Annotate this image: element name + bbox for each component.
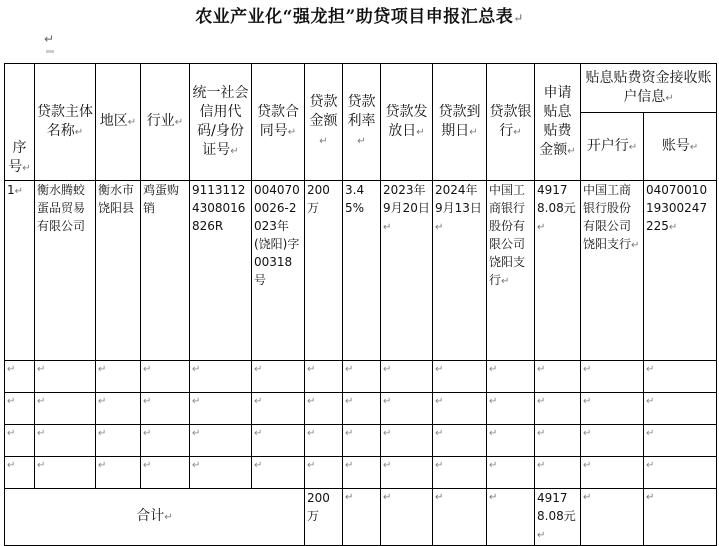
empty-cell <box>305 361 343 393</box>
paragraph-mark-icon: ↵ <box>192 396 201 407</box>
empty-cell <box>141 361 190 393</box>
paragraph-mark-icon: ↵ <box>307 364 316 375</box>
paragraph-mark-icon: ↵ <box>646 460 655 471</box>
empty-cell <box>381 457 433 489</box>
empty-cell <box>190 393 252 425</box>
header-open-bank <box>581 113 644 181</box>
paragraph-mark-icon: ↵ <box>537 222 546 233</box>
total-subsidy-cell <box>535 489 581 546</box>
paragraph-mark-icon: ↵ <box>143 460 152 471</box>
paragraph-mark-icon: ↵ <box>513 126 522 138</box>
empty-cell <box>433 425 487 457</box>
empty-cell <box>35 457 96 489</box>
paragraph-mark-icon: ↵ <box>307 396 316 407</box>
header-credit-code-text: 统一社会信用代码/身份证号 <box>192 84 249 158</box>
cell-due-date <box>433 181 487 361</box>
header-borrower <box>35 64 96 181</box>
paragraph-mark-icon: ↵ <box>14 186 24 197</box>
paragraph-mark-icon: ↵ <box>383 364 392 375</box>
paragraph-mark-icon: ↵ <box>646 428 655 439</box>
cell-open-bank-text: 中国工商银行股份有限公司饶阳支行 <box>583 183 632 251</box>
header-due-date <box>433 64 487 181</box>
paragraph-mark-icon: ↵ <box>646 364 655 375</box>
empty-cell <box>343 425 381 457</box>
document-title <box>0 2 719 27</box>
paragraph-mark-icon: ↵ <box>192 460 201 471</box>
header-seq-text: 序号 <box>8 140 27 175</box>
paragraph-mark-icon: ↵ <box>319 136 328 147</box>
empty-cell <box>644 361 717 393</box>
cell-region-text: 衡水市饶阳县 <box>98 183 135 215</box>
cell-seq <box>5 181 35 361</box>
empty-cell <box>381 489 433 546</box>
cell-bank <box>487 181 535 361</box>
empty-cell <box>96 425 141 457</box>
empty-cell <box>381 361 433 393</box>
header-region <box>96 64 141 181</box>
empty-cell <box>96 457 141 489</box>
paragraph-mark-icon: ↵ <box>174 117 184 128</box>
empty-cell <box>343 489 381 546</box>
empty-cell <box>535 393 581 425</box>
total-amount: 200万 <box>307 491 330 523</box>
header-bank <box>487 64 535 181</box>
empty-cell <box>343 457 381 489</box>
empty-cell <box>252 457 305 489</box>
paragraph-mark-icon: ↵ <box>383 492 392 503</box>
cell-amount-text: 200万 <box>307 183 330 215</box>
header-rate <box>343 64 381 181</box>
empty-cell <box>35 425 96 457</box>
empty-row <box>5 393 717 425</box>
total-label: 合计 <box>136 508 165 524</box>
cell-seq-text: 1 <box>7 183 15 197</box>
paragraph-mark-icon: ↵ <box>143 428 152 439</box>
empty-cell <box>96 361 141 393</box>
empty-cell <box>35 393 96 425</box>
header-account-no <box>644 113 717 181</box>
cell-industry-text: 鸡蛋购销 <box>143 183 180 215</box>
paragraph-mark-icon: ↵ <box>646 396 655 407</box>
paragraph-mark-icon: ↵ <box>98 396 107 407</box>
paragraph-mark-icon: ↵ <box>583 460 592 471</box>
empty-cell <box>581 457 644 489</box>
paragraph-mark-icon: ↵ <box>489 428 498 439</box>
paragraph-mark-icon: ↵ <box>98 364 107 375</box>
title-text: 农业产业化“强龙担”助贷项目申报汇总表 <box>195 7 514 27</box>
empty-cell <box>433 489 487 546</box>
total-amount-cell <box>305 489 343 546</box>
empty-cell <box>581 393 644 425</box>
paragraph-mark-icon: ↵ <box>583 396 592 407</box>
paragraph-mark-icon: ↵ <box>668 222 678 233</box>
empty-cell <box>252 425 305 457</box>
cell-issue-date-text: 2023年9月20日 <box>383 183 430 215</box>
empty-cell <box>343 361 381 393</box>
header-rate-text: 贷款利率 <box>347 94 376 129</box>
cell-subsidy <box>535 181 581 361</box>
cell-amount <box>305 181 343 361</box>
cell-rate <box>343 181 381 361</box>
empty-cell <box>581 489 644 546</box>
paragraph-mark-icon: ↵ <box>489 460 498 471</box>
paragraph-mark-icon: ↵ <box>345 460 354 471</box>
paragraph-mark-icon: ↵ <box>230 145 239 157</box>
empty-cell <box>644 489 717 546</box>
paragraph-mark-icon: ↵ <box>357 136 366 147</box>
header-amount <box>305 64 343 181</box>
paragraph-mark-icon: ↵ <box>98 428 107 439</box>
header-seq <box>5 64 35 181</box>
empty-cell <box>96 393 141 425</box>
paragraph-mark-icon: ↵ <box>164 512 173 523</box>
empty-cell <box>141 457 190 489</box>
header-issue-date <box>381 64 433 181</box>
paragraph-mark-icon: ↵ <box>537 396 546 407</box>
paragraph-mark-icon: ↵ <box>646 492 655 503</box>
paragraph-mark-icon: ↵ <box>383 460 392 471</box>
header-account-group-text: 贴息贴费资金接收账户信息 <box>585 69 712 105</box>
paragraph-mark-icon: ↵ <box>7 428 16 439</box>
cell-credit-code <box>190 181 252 361</box>
empty-cell <box>487 425 535 457</box>
paragraph-mark-icon: ↵ <box>22 163 31 174</box>
header-row-1 <box>5 64 717 113</box>
header-bank-text: 贷款银行 <box>489 103 532 139</box>
empty-cell <box>5 393 35 425</box>
cell-contract-no <box>252 181 305 361</box>
header-subsidy <box>535 64 581 181</box>
paragraph-mark-icon: ↵ <box>435 460 444 471</box>
paragraph-mark-icon: ↵ <box>345 428 354 439</box>
cell-issue-date <box>381 181 433 361</box>
empty-cell <box>381 393 433 425</box>
empty-cell <box>535 425 581 457</box>
empty-cell <box>644 393 717 425</box>
cell-industry <box>141 181 190 361</box>
paragraph-mark-icon: ↵ <box>513 11 524 25</box>
paragraph-mark-icon: ↵ <box>345 492 354 503</box>
paragraph-mark-icon: ↵ <box>537 460 546 471</box>
paragraph-mark-icon: ↵ <box>416 126 425 138</box>
empty-cell <box>581 361 644 393</box>
empty-cell <box>252 393 305 425</box>
paragraph-mark-icon: ↵ <box>7 460 16 471</box>
cell-borrower-text: 衡水腾蛟蛋品贸易有限公司 <box>37 183 86 233</box>
header-account-no-text: 账号 <box>661 137 690 154</box>
empty-cell <box>487 393 535 425</box>
paragraph-mark-icon: ↵ <box>435 428 444 439</box>
cell-account-no <box>644 181 717 361</box>
empty-cell <box>305 425 343 457</box>
header-subsidy-text: 申请贴息贴费金额 <box>539 84 572 158</box>
empty-cell <box>535 361 581 393</box>
paragraph-mark-icon: ↵ <box>537 364 546 375</box>
cell-credit-code-text: 91131124308016826R <box>192 183 246 233</box>
paragraph-mark-icon: ↵ <box>489 492 498 503</box>
cell-borrower <box>35 181 96 361</box>
empty-cell <box>433 361 487 393</box>
paragraph-mark-icon: ↵ <box>583 492 592 503</box>
header-issue-date-text: 贷款发放日 <box>385 103 428 139</box>
cell-region <box>96 181 141 361</box>
summary-table <box>4 63 717 546</box>
table-row <box>5 181 717 361</box>
total-label-cell <box>5 489 305 546</box>
empty-cell <box>5 361 35 393</box>
paragraph-mark-icon: ↵ <box>37 428 46 439</box>
header-open-bank-text: 开户行 <box>586 137 629 154</box>
empty-cell <box>5 457 35 489</box>
empty-cell <box>252 361 305 393</box>
paragraph-mark-icon: ↵ <box>307 460 316 471</box>
paragraph-mark-icon: ↵ <box>192 364 201 375</box>
empty-row <box>5 457 717 489</box>
header-industry-text: 行业 <box>146 113 175 129</box>
empty-cell <box>433 393 487 425</box>
header-amount-text: 贷款金额 <box>309 94 338 129</box>
cell-bank-text: 中国工商银行股份有限公司饶阳支行 <box>489 183 526 287</box>
empty-cell <box>35 361 96 393</box>
paragraph-mark-icon: ↵ <box>628 141 638 153</box>
empty-cell <box>487 361 535 393</box>
paragraph-mark-icon: ↵ <box>489 364 498 375</box>
paragraph-mark-icon: ↵ <box>537 428 546 439</box>
paragraph-mark-icon: ↵ <box>37 364 46 375</box>
paragraph-mark-icon: ↵ <box>98 460 107 471</box>
empty-cell <box>487 489 535 546</box>
paragraph-mark-icon: ↵ <box>37 396 46 407</box>
empty-cell <box>305 457 343 489</box>
paragraph-mark-icon: ↵ <box>383 222 392 233</box>
cell-subsidy-text: 49178.08元 <box>537 183 576 215</box>
paragraph-mark-icon: ↵ <box>7 364 16 375</box>
paragraph-mark-icon: ↵ <box>537 530 546 541</box>
paragraph-mark-icon: ↵ <box>583 364 592 375</box>
paragraph-mark-icon: ↵ <box>383 396 392 407</box>
empty-cell <box>190 425 252 457</box>
empty-cell <box>433 457 487 489</box>
paragraph-mark-icon: ↵ <box>567 145 576 157</box>
empty-cell <box>644 457 717 489</box>
paragraph-mark-icon: ↵ <box>583 428 592 439</box>
paragraph-mark-icon: ↵ <box>435 396 444 407</box>
paragraph-mark-icon: ↵ <box>383 428 392 439</box>
empty-cell <box>581 425 644 457</box>
total-row <box>5 489 717 546</box>
cell-account-no-text: 0407001019300247225 <box>646 183 708 233</box>
paragraph-mark-icon: ↵ <box>345 396 354 407</box>
paragraph-mark-icon: ↵ <box>254 396 263 407</box>
empty-cell <box>305 393 343 425</box>
paragraph-mark-icon: ↵ <box>192 428 201 439</box>
header-industry <box>141 64 190 181</box>
paragraph-mark-icon: ↵ <box>287 126 297 138</box>
paragraph-mark-icon: ↵ <box>435 364 444 375</box>
header-contract-no-text: 贷款合同号 <box>257 103 299 139</box>
paragraph-mark-icon: ↵ <box>143 396 152 407</box>
empty-cell <box>190 457 252 489</box>
paragraph-mark-icon: ↵ <box>44 32 55 46</box>
header-due-date-text: 贷款到期日 <box>438 103 481 139</box>
header-account-group <box>581 64 717 113</box>
header-region-text: 地区 <box>99 113 128 129</box>
empty-row <box>5 361 717 393</box>
paragraph-mark-icon: ↵ <box>74 126 84 138</box>
paragraph-mark-icon: ↵ <box>127 117 137 128</box>
empty-row <box>5 425 717 457</box>
empty-cell <box>190 361 252 393</box>
paragraph-mark-icon: ↵ <box>143 364 152 375</box>
empty-cell <box>381 425 433 457</box>
empty-cell <box>5 425 35 457</box>
empty-cell <box>343 393 381 425</box>
cell-rate-text: 3.45% <box>345 183 365 215</box>
paragraph-mark-icon: ↵ <box>631 240 640 251</box>
header-borrower-text: 贷款主体名称 <box>37 103 93 139</box>
empty-cell <box>487 457 535 489</box>
paragraph-mark-icon: ↵ <box>7 396 16 407</box>
paragraph-mark-icon: ↵ <box>254 460 263 471</box>
cell-contract-no-text: 0040700026-2023年(饶阳)字00318号 <box>254 183 300 287</box>
empty-cell <box>141 425 190 457</box>
paragraph-mark-icon: ↵ <box>435 492 444 503</box>
empty-cell <box>141 393 190 425</box>
empty-cell <box>644 425 717 457</box>
empty-cell <box>535 457 581 489</box>
cell-open-bank <box>581 181 644 361</box>
paragraph-mark-icon: ↵ <box>254 428 263 439</box>
paragraph-mark-icon: ↵ <box>37 460 46 471</box>
paragraph-mark-icon: ↵ <box>469 126 478 138</box>
paragraph-mark-icon: ↵ <box>307 428 316 439</box>
paragraph-mark-icon: ↵ <box>489 396 498 407</box>
header-credit-code <box>190 64 252 181</box>
paragraph-mark-icon: ↵ <box>435 222 444 233</box>
paragraph-mark-icon: ↵ <box>345 364 354 375</box>
header-contract-no <box>252 64 305 181</box>
paragraph-mark-icon: ↵ <box>665 92 674 104</box>
paragraph-mark-icon: ↵ <box>689 141 699 153</box>
paragraph-mark-icon: ↵ <box>254 364 263 375</box>
cell-due-date-text: 2024年9月13日 <box>435 183 482 215</box>
total-subsidy: 49178.08元 <box>537 491 576 523</box>
paragraph-mark-icon: ↵ <box>501 276 510 287</box>
